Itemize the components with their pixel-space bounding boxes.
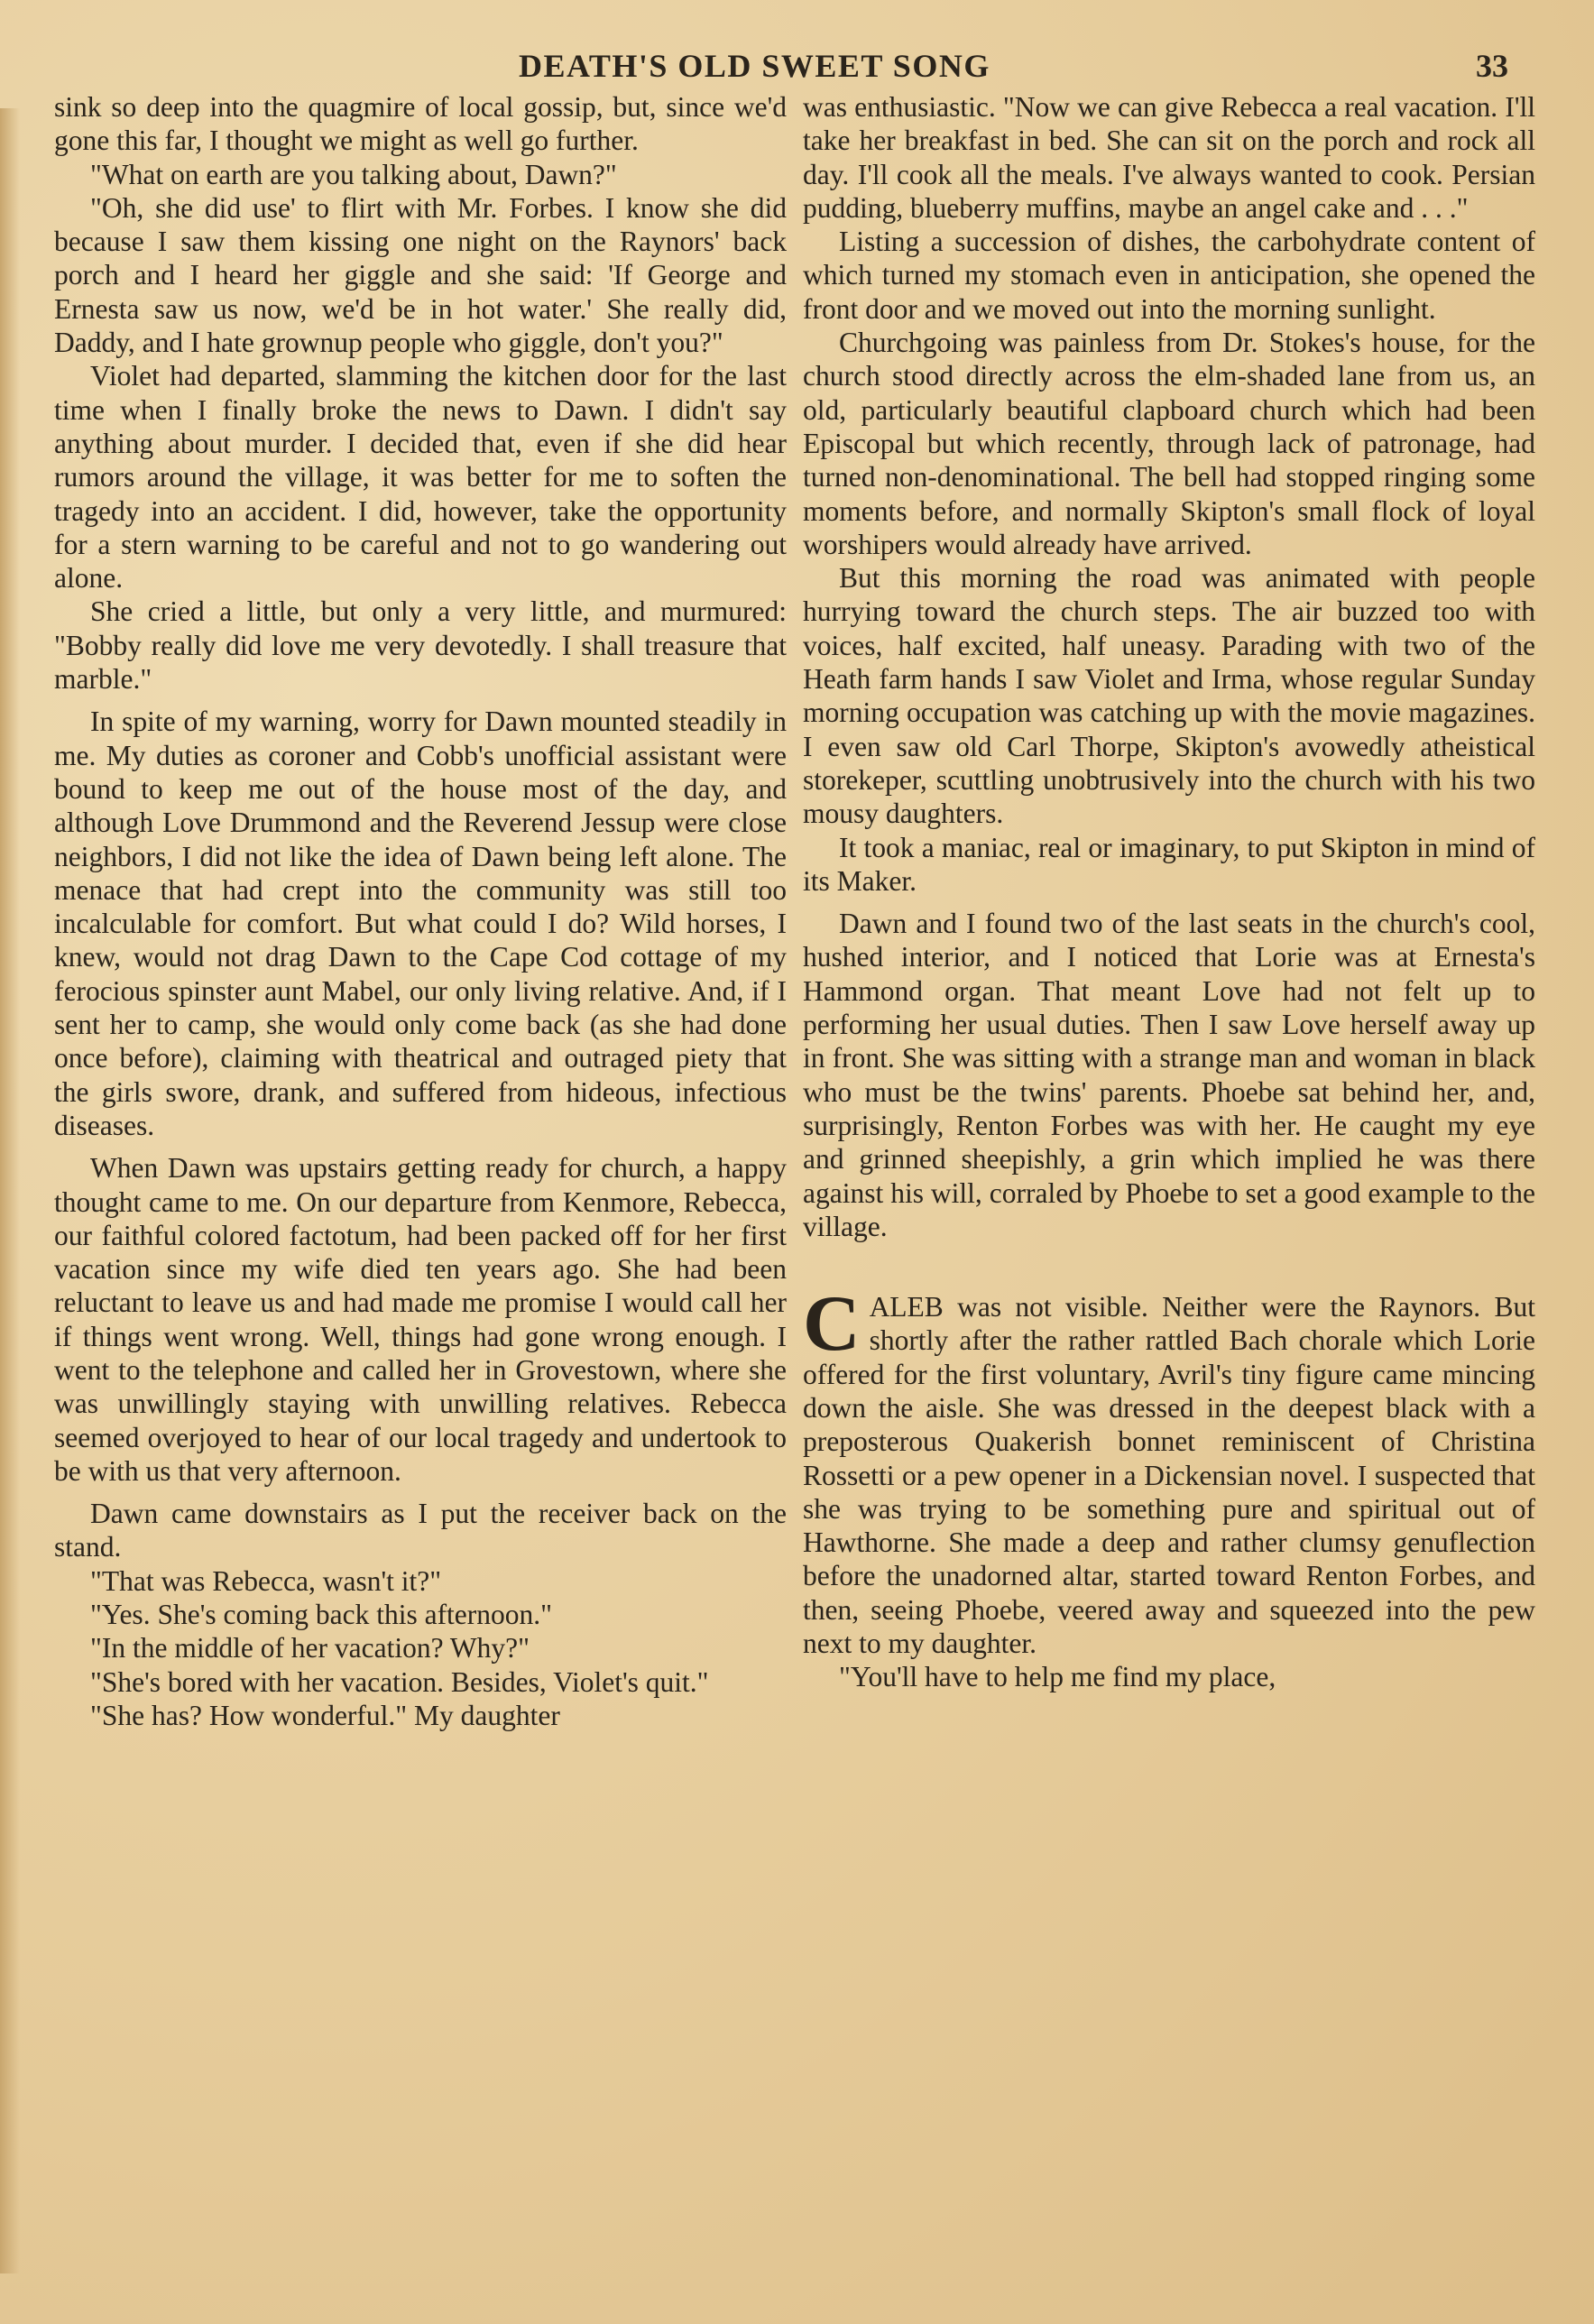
running-head: DEATH'S OLD SWEET SONG [519, 48, 990, 84]
paragraph: Dawn and I found two of the last seats in the church's cool, hushed interior, and I noticed that Lorie was at Ernesta's Hammond organ. That meant Love had not felt up to performing her usual duties. Then I saw Love herself away up in front. She was sitting with a strange man and woman in black who must be the twins' parents. Phoebe sat behind her, and, surprisingly, Renton Forbes was with her. He caught my eye and grinned sheepishly, a grin which implied he was there against his will, corraled by Phoebe to set a good example to the village. [803, 908, 1535, 1242]
paragraph: "She's bored with her vacation. Besides, Violet's quit." [90, 1665, 709, 1698]
paragraph: "She has? How wonderful." My daughter [90, 1699, 560, 1731]
paragraph: Listing a succession of dishes, the carbohydrate content of which turned my stomach even in anticipation, she opened the front door and we moved out into the morning sunlight. [803, 226, 1535, 325]
paragraph: It took a maniac, real or imaginary, to put Skipton in mind of its Maker. [803, 831, 1535, 897]
paragraph: sink so deep into the quagmire of local gossip, but, since we'd gone this far, I thought we might as well go further. [54, 91, 787, 157]
paragraph: When Dawn was upstairs getting ready for church, a happy thought came to me. On our departure from Kenmore, Rebecca, our faithful colored factotum, had been packed off for her first vacation since my wife died ten years ago. She had been reluctant to leave us and had made me promise I would call her if things went wrong. Well, things had gone wrong enough. I went to the telephone and called her in Grovestown, where she was unwillingly staying with unwilling relatives. Rebecca seemed overjoyed to hear of our local tragedy and undertook to be with us that very afternoon. [54, 1152, 787, 1487]
paragraph: "Yes. She's coming back this afternoon." [90, 1599, 553, 1631]
drop-cap: C [803, 1280, 861, 1369]
right-column [803, 90, 1535, 2301]
page-header [0, 47, 1594, 90]
paragraph: She cried a little, but only a very little, and murmured: "Bobby really did love me very devotedly. I shall treasure that marble." [54, 595, 787, 696]
torn-edge [0, 108, 20, 2273]
paragraph: But this morning the road was animated with people hurrying toward the church steps. The air buzzed too with voices, half excited, half uneasy. Parading with two of the Heath farm hands I saw Violet and Irma, whose regular Sunday morning occupation was catching up with the movie magazines. I even saw old Carl Thorpe, Skipton's avowedly atheistical storekeper, scuttling unobtrusively into the church with his two mousy daughters. [803, 562, 1535, 830]
paragraph: In spite of my warning, worry for Dawn mounted steadily in me. My duties as coroner and Cobb's unofficial assistant were bound to keep me out of the house most of the day, and although Love Drummond and the Reverend Jessup were close neighbors, I did not like the idea of Dawn being left alone. The menace that had crept into the community was still too incalculable for comfort. But what could I do? Wild horses, I knew, would not drag Dawn to the Cape Cod cottage of my ferocious spinster aunt Mabel, our only living relative. And, if I sent her to camp, she would only come back (as she had done once before), claiming with theatrical and outraged piety that the girls swore, drank, and suffered from hideous, infectious diseases. [54, 706, 787, 1141]
section-opening-paragraph [803, 1280, 1535, 1660]
paragraph: "In the middle of her vacation? Why?" [90, 1632, 530, 1665]
paragraph: Violet had departed, slamming the kitchen door for the last time when I finally broke the news to Dawn. I didn't say anything about murder. I decided that, even if she did hear rumors around the village, it was better for me to soften the tragedy into an accident. I did, however, take the opportunity for a stern warning to be careful and not to go wandering out alone. [54, 360, 787, 595]
paragraph: "That was Rebecca, wasn't it?" [90, 1564, 442, 1597]
paragraph: "Oh, she did use' to flirt with Mr. Forbes. I know she did because I saw them kissing one night on the Raynors' back porch and I heard her giggle and she said: 'If George and Ernesta saw us now, we'd be in hot water.' She really did, Daddy, and I hate grownup people who giggle, don't you?" [54, 191, 787, 359]
page-number: 33 [1476, 48, 1508, 84]
left-column [54, 90, 787, 2301]
paragraph: Churchgoing was painless from Dr. Stokes's house, for the church stood directly across the elm-shaded lane from us, an old, particularly beautiful clapboard church which had been Episcopal but which recently, through lack of patronage, had turned non-denominational. The bell had stopped ringing some moments before, and normally Skipton's small flock of loyal worshipers would already have arrived. [803, 327, 1535, 560]
section-opening-text: ALEB was not visible. Neither were the Raynors. But shortly after the rather rattled Bach chorale which Lorie offered for the first voluntary, Avril's tiny figure came mincing down the aisle. She was dressed in the deepest black with a preposterous Quakerish bonnet reminiscent of Christina Rossetti or a pew opener in a Dickensian novel. I suspected that she was trying to be something pure and spiritual out of Hawthorne. She made a deep and rather clumsy genuflection before the unadorned altar, started toward Renton Forbes, and then, seeing Phoebe, veered away and squeezed into the pew next to my daughter. [803, 1291, 1535, 1660]
paragraph: Dawn came downstairs as I put the receiver back on the stand. [54, 1498, 787, 1563]
paragraph: "What on earth are you talking about, Dawn?" [90, 158, 617, 190]
paragraph: was enthusiastic. "Now we can give Rebecca a real vacation. I'll take her breakfast in bed. She can sit on the porch and rock all day. I'll cook all the meals. I've always wanted to cook. Persian pudding, blueberry muffins, maybe an angel cake and . . ." [803, 91, 1535, 224]
paragraph: "You'll have to help me find my place, [839, 1661, 1276, 1693]
